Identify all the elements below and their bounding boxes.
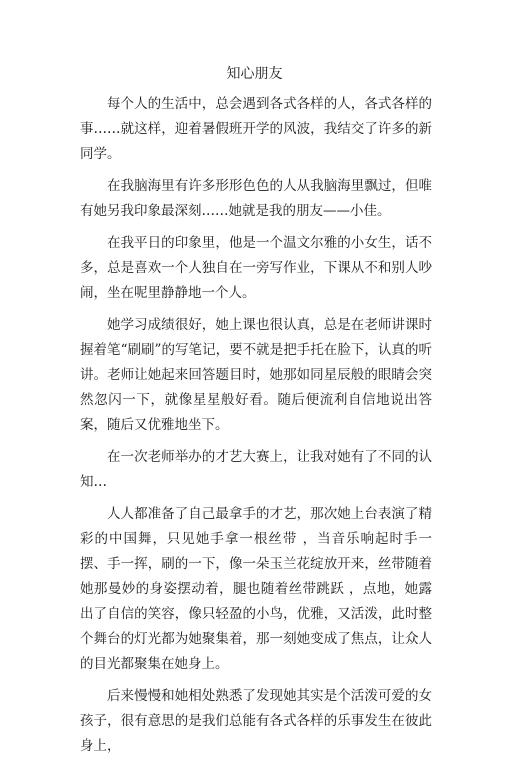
- paragraph: 后来慢慢和她相处熟悉了发现她其实是个活泼可爱的女孩子，很有意思的是我们总能有各式各样的乐事发生在彼此身上，: [80, 688, 432, 754]
- document-body: [80, 92, 432, 766]
- paragraph: 她学习成绩很好，她上课也很认真，总是在老师讲课时握着笔“刷刷”的写笔记，要不就是把手托在脸下，认真的听讲。老师让她起来回答题目时，她那如同星辰般的眼睛会突然忽闪一下，就像星星般好看。随后便流利自信地说出答案，随后又优雅地坐下。: [80, 317, 432, 433]
- paragraph: 在我脑海里有许多形形色色的人从我脑海里飘过，但唯有她另我印象最深刻……她就是我的朋友——小佳。: [80, 178, 432, 219]
- paragraph: 人人都准备了自己最拿手的才艺，那次她上台表演了精彩的中国舞，只见她手拿一根丝带 ，当音乐响起时手一摆、手一挥，刷的一下，像一朵玉兰花绽放开来，丝带随着她那曼妙的身姿摆动着，腿也随着丝带跳跃 ，点地，她露出了自信的笑容，像只轻盈的小鸟，优雅，又活泼，此时整个舞台的灯光都为她聚集着，那一刻她变成了焦点，让众人的目光都聚集在她身上。: [80, 506, 432, 672]
- paragraph: 在一次老师举办的才艺大赛上，让我对她有了不同的认知…: [80, 449, 432, 490]
- paragraph: 每个人的生活中，总会遇到各式各样的人，各式各样的事……就这样，迎着暑假班开学的风波，我结交了许多的新同学。: [80, 96, 432, 162]
- paragraph: 在我平日的印象里，他是一个温文尔雅的小女生，话不多，总是喜欢一个人独自在一旁写作业，下课从不和别人吵闹，坐在呢里静静地一个人。: [80, 235, 432, 301]
- document-title: 知心朋友: [226, 66, 283, 82]
